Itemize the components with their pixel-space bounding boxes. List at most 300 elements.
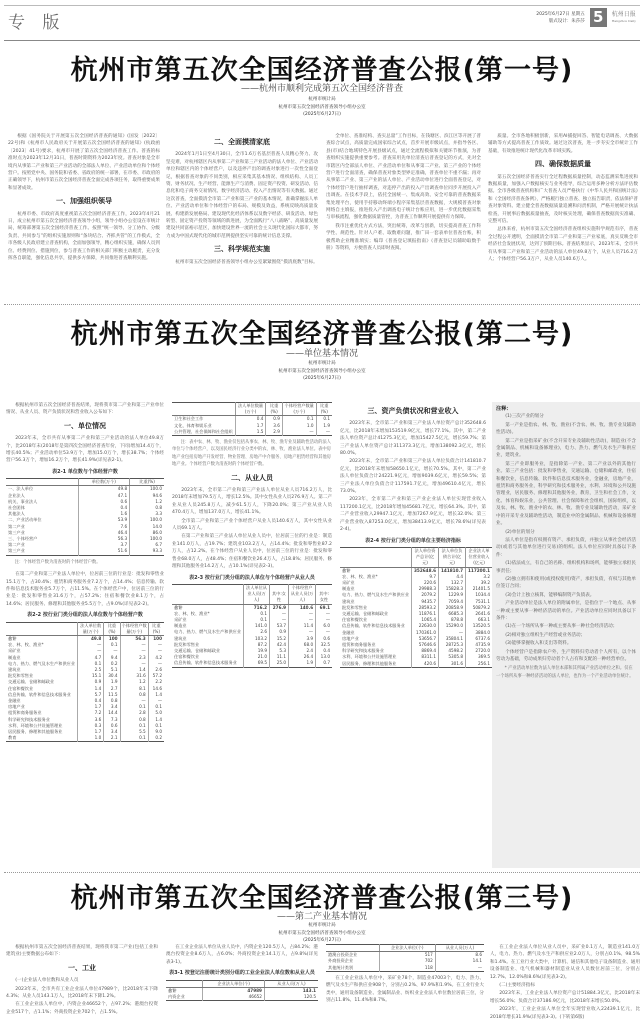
table-cell: 170361.0 — [412, 630, 439, 636]
table-cell: 2.9 — [266, 429, 282, 436]
table-cell: 8311.1 — [412, 654, 439, 660]
table-cell: 2079.2 — [412, 592, 439, 598]
table-cell: 141810.7 — [439, 567, 466, 574]
paragraph: 2023年末，工业企业法人单位资产总计51884.3亿元，比2018年末增长56.0%；负债合计37186.9亿元，比2018年末增长50.0%。 — [490, 991, 640, 1004]
paragraph: (3)会计上独立核算，能够编制资产负债表。 — [505, 592, 595, 598]
table-cell: 1.6 — [78, 511, 130, 517]
table-cell: 8.6 — [435, 952, 484, 959]
table-row — [6, 548, 164, 555]
table-cell: 0.2 — [104, 661, 120, 667]
table-cell: 3.6 — [78, 717, 104, 723]
table-cell: 1.0 — [282, 423, 316, 429]
table-cell: 35804.1 — [439, 636, 466, 642]
issue-date: 2025年6月27日 星期五 — [536, 11, 585, 17]
bulletin-1-subtitle: ——杭州市顺利完成第五次全国经济普查 — [240, 84, 403, 94]
table-cell: 0.6 — [104, 723, 120, 729]
table-cell: 3.4 — [104, 704, 120, 710]
table-cell: 交通运输、仓储和邮政业 — [174, 647, 221, 653]
table-cell: 11876.1 — [412, 611, 439, 617]
paragraph: 个体经营户是指除农户外，生产资料归劳动者个人所有，以个体劳动为基础，劳动成果归劳动者个人占有和支配的一种经营单位。 — [496, 649, 636, 662]
table-cell: 2.5 — [78, 667, 104, 673]
table-cell: 51.6 — [78, 548, 130, 555]
table-header-cell: 比重(%) — [316, 403, 332, 416]
paragraph: (3)能够掌握收入和支出等资料。 — [505, 641, 572, 647]
table-cell: 3.7 — [78, 542, 130, 548]
bulletin-3-subtitle: ——第二产业基本情况 — [276, 912, 367, 922]
table-cell: 15828.3 — [439, 586, 466, 592]
table-cell: 0.4 — [316, 648, 332, 654]
table-cell: 7.3 — [104, 717, 120, 723]
table-cell: 1.7 — [78, 729, 104, 735]
table-cell: 交通运输、仓储和邮政业 — [8, 679, 55, 685]
section-heading: 二、全面摸清家底 — [214, 138, 270, 146]
table-cell: 2641.6 — [466, 611, 493, 617]
table-cell: 采矿业 — [8, 648, 21, 654]
table-cell: 金融业 — [8, 697, 21, 703]
table-cell: 352648.6 — [412, 567, 439, 574]
top-rule — [4, 5, 640, 6]
table-cell: 49.8 — [78, 635, 104, 642]
table-cell: 0.1 — [104, 642, 120, 648]
table-cell: 公共管理、社会保障和社会组织 — [174, 428, 233, 434]
table-cell: 53.7 — [270, 623, 289, 629]
table-header-cell: 其中:女性 — [316, 584, 332, 604]
table-cell: 0.1 — [78, 661, 104, 667]
paragraph: 在工业企业法人单位中，内资企业46652个，占97.2%；港澳台投资企业517个，占1.1%；外商投资企业702个，占1.5%。 — [6, 1002, 158, 1015]
table-header-cell: 比重(%) — [130, 479, 164, 486]
paragraph: 2024年1月1日至4月30日，全市1.6万名基层普查人员精心努力、攻坚克难，对杭州辖区内从事第二产业和第三产业活动的法人单位、产业活动单位和辖区内的个体经营户，以及违停产出的调查对象进行一次性全面登记，根据普查对象的不同类别，相应采集其基本情况、组织结构、人员工资、财务状况、生产经营、能源生产与消费、固定资产投资、研发活动、信息化和电子商务交易情况、数字经济活动、投入产出情况等有关数据。通过这次普查，全面摸清全市第二产业和第三产业的基本情况，准确掌握法人单位、产业活动单位和个体经营户的布局、规模及效益，系统反映高质量发展、构建新发展格局、建设现代化经济体系以及数字经济、研发活动、绿色转型、固定资产投资等领域的新进展，为全面践行“八八战略”、高质量发展建设共同富裕示范区，加快建设世界一流的社会主义现代化国际大都市，努力成为中国式现代化的城市范例提供坚实可靠的统计信息支撑。 — [166, 152, 318, 239]
table-cell: 0.8 — [120, 692, 148, 698]
paragraph: 产业活动单位是法人单位的附属单位，是指位于一个地点、从事一种或主要从事一种经济活动的单位。产业活动单位应同时具备以下条件： — [496, 601, 636, 621]
table-caption: 表2-2 按行业门类分组的法人单位数与个体经营户数 — [27, 612, 143, 619]
table-cell: 26.4 — [289, 654, 316, 660]
table-cell: 0.1 — [120, 704, 148, 710]
table-header-cell — [172, 403, 235, 416]
table-cell: 2.4 — [289, 648, 316, 654]
table-cell: 32.5 — [316, 642, 332, 648]
table-cell: — — [316, 429, 332, 436]
bulletin-2-column-3 — [340, 402, 491, 868]
paragraph: 在工业企业法人单位中，采矿业78个，制造业47003个，电力、热力、燃气及水生产和供应业908个，分别占0.2%、97.9%和1.9%。在工业行业大类中，通用设备制造业、金属制品业、纺织业企业法人单位数位居前三位，分别占11.8%、11.4%和8.7%。 — [326, 975, 484, 1004]
paragraph: (2)单位的划分 — [505, 529, 535, 535]
table-cell: 房地产业 — [342, 635, 359, 641]
data-table-t31 — [166, 980, 318, 1002]
table-cell: 132.7 — [439, 580, 466, 586]
table-cell: 25.0 — [270, 660, 289, 667]
table-header-cell — [6, 622, 78, 635]
table-cell: 46.4 — [78, 530, 130, 536]
table-cell: 信息传输、软件和信息技术服务业 — [174, 660, 237, 666]
table-cell: 369.5 — [466, 654, 493, 660]
table-cell: 批发和零售业 — [342, 604, 368, 610]
table-header-cell: 个体经营户数量(万个) — [121, 622, 147, 634]
bulletin-1-authors: 杭州市统计局 杭州市第五次全国经济普查领导小组办公室 (2025年6月27日) — [278, 97, 366, 117]
table-cell: 建筑业 — [342, 598, 355, 604]
table-cell: 租赁和商务服务业 — [8, 710, 42, 716]
table-cell: 57.2 — [148, 673, 164, 679]
table-cell: 31.6 — [120, 673, 148, 679]
table-cell: 3.9 — [289, 636, 316, 642]
table-cell: 69.5 — [244, 660, 270, 667]
table-cell: 20858.9 — [439, 605, 466, 611]
separator — [4, 872, 640, 873]
table-cell: 1.4 — [148, 717, 164, 723]
bulletin-2-title: 杭州市第五次全国经济普查公报(第二号) — [70, 319, 574, 350]
table-cell: — — [78, 642, 104, 648]
table-row — [172, 416, 332, 423]
table-cell: 100.0 — [130, 536, 164, 542]
paragraph: (1)在一个场所从事一种或主要从事一种社会经济活动； — [505, 624, 618, 630]
table-cell: 农、林、牧、渔业* — [8, 642, 44, 648]
paragraph: 总体来看，杭州市第五次全国经济普查组织实施科学规范有序，普查全过程公开透明，全面摸清全市第二产业和第三产业家底，真实反映全市经济社会发展状况，达到了预期目标。普查结果显示，2023年末，全市共有从事第二产业和第三产业活动的法人单位49.8万个，从业人员716.2万人；个体经营户56.3万户，从业人员140.6万人。 — [488, 227, 638, 263]
table-cell: 4.4 — [439, 574, 466, 580]
table-caption: 表2-1 单位数与个体经营户数 — [52, 468, 118, 475]
table-cell: 3884.0 — [466, 630, 493, 636]
footnote: 注：表中农、林、牧、渔业仅包括从事农、林、牧、渔专业及辅助性活动的法人单位与个体经营户，以及国民经济行业分类中的农、林、牧、渔业法人单位。表中房地产业包括房地产开发经营、物业管理、房地产中介服务、房地产租赁经营和其他房地产业。个体经营户数为清查时的个体经营户数。 — [172, 440, 331, 468]
table-cell: 0.8 — [130, 505, 164, 511]
table-cell: 68.0 — [289, 642, 316, 648]
table-cell: 采矿业 — [174, 616, 187, 622]
table-cell: 9.7 — [412, 574, 439, 580]
table-cell: — — [439, 630, 466, 636]
table-cell: 制造业 — [8, 654, 21, 660]
table-header-cell: 个体经营户从业人员(万人) — [289, 584, 316, 604]
table-cell: 电力、热力、燃气及水生产和供应业 — [8, 660, 76, 666]
table-cell: 合计 — [342, 567, 351, 573]
table-header-cell: 其中:女性 — [270, 584, 289, 604]
table-cell: 第三产业 — [8, 548, 25, 554]
table-cell: 47989 — [203, 987, 265, 994]
bulletin-3-column-2 — [166, 944, 318, 1024]
table-cell: 2.6 — [148, 667, 164, 673]
table-cell: 水利、环境和公共设施管理业 — [342, 654, 397, 660]
section-label: 专 版 — [8, 13, 66, 33]
table-cell: — — [120, 642, 148, 648]
table-cell: 100.0 — [130, 517, 164, 523]
table-cell: 29988.3 — [412, 586, 439, 592]
paragraph: 法人单位是指有权拥有资产、承担负债，并独立从事社会经济活动(或者与其他单位进行交易)的组织。法人单位应同时具备以下条件： — [496, 537, 636, 558]
table-cell: 1.9 — [316, 423, 332, 429]
table-cell: 居民服务、修理和其他服务业 — [8, 728, 63, 734]
table-cell: 机关、事业法人 — [8, 498, 38, 504]
table-cell: 二、产业活动单位 — [8, 517, 42, 523]
table-cell: 信息传输、软件和信息技术服务业 — [342, 623, 405, 629]
table-cell: 1065.4 — [412, 617, 439, 623]
table-cell: 1034.4 — [466, 592, 493, 598]
table-cell: 5.0 — [148, 710, 164, 716]
paragraph: 杭州市委、市政府高度重视第五次全国经济普查工作，2023年4月21日，成立杭州市第五次全国经济普查领导小组，领导小组办公室设在市统计局，统筹部署第五次全国经济普查工作。按照“统一领导、分工协作、分级负责、共同参与”的组织实施原则和“条块结合、齐抓共管”的工作模式，全市各级人民政府建立普查机构，全面加强领导，精心组织实施，确保人员到位、经费到位、措施到位，参与普查工作的相关部门积极主动履责，充分发挥各自职能，强化信息共享，提供多方保障，共同推进普查顺利实施。 — [8, 211, 160, 262]
bulletin-3-column-4 — [490, 944, 640, 1024]
paragraph: 我市注重优化方式方法，突出统筹，改革与创新，切实提高普查工作科学性、规范性。针对人户难、取数难问题，推广田一套表单位普查台账，积极帮助企业精准填实；编印《普查登记填报指南》《普查登记员辅助取数手册》等资料，方便普查人员即时查阅。 — [326, 223, 481, 252]
table-cell: 8.1 — [120, 686, 148, 692]
table-cell: 50879.2 — [466, 605, 493, 611]
section-heading: 二、从业人员 — [231, 473, 273, 482]
paragraph: 2023年末，全市第二产业和第三产业法人单位从业人员716.2万人，比2018年末增加79.5万人，增长12.5%。其中女性从业人员276.9万人。第二产业从业人员245.8万人，减少61.5万人，下降20.0%；第三产业从业人员470.4万人，增加137.0万人，增长41.1%。 — [172, 488, 332, 516]
table-cell: 合计 — [174, 604, 183, 610]
table-cell: 其他统计类别 — [328, 964, 354, 970]
paragraph: 在工业企业法人单位从业人员中，内资企业120.5万人，占84.2%；港澳台投资企业8.6万人，占6.0%；外商投资企业14.1万人，占9.8%(详见表3-1)。 — [166, 945, 318, 965]
table-cell: 13.0 — [316, 654, 332, 660]
table-cell: 0.2 — [148, 735, 164, 742]
table-header-cell: 个体经营户数量(万个) — [282, 403, 316, 416]
table-cell: 28725.3 — [439, 642, 466, 648]
table-cell: 外商投资企业 — [328, 958, 354, 964]
table-cell: 4.7 — [78, 655, 104, 661]
table-header-cell — [6, 479, 78, 486]
table-cell: 制造业 — [174, 623, 187, 629]
table-cell: 57646.6 — [412, 642, 439, 648]
table-cell: 56.3 — [120, 635, 148, 642]
table-header-cell: 单位数(万个) — [78, 479, 130, 486]
table-cell: 47.1 — [78, 493, 130, 499]
table-cell: 663.1 — [466, 617, 493, 623]
table-cell: 5.1 — [104, 667, 120, 673]
table-cell: 2.8 — [120, 710, 148, 716]
data-table-t23 — [172, 584, 332, 668]
table-cell: 批发和零售业 — [8, 673, 34, 679]
bulletin-3-column-1 — [6, 944, 158, 1024]
table-cell: 建筑业 — [8, 666, 21, 672]
table-cell: 其他法人 — [8, 511, 25, 517]
table-cell: 0.1 — [120, 735, 148, 742]
table-cell: 5.7 — [78, 692, 104, 698]
table-header-cell: 法人单位从业人员(万人) — [244, 584, 270, 604]
table-cell: 141.0 — [244, 623, 270, 629]
table-row — [172, 429, 332, 436]
bulletin-3-authors: 杭州市统计局 杭州市第五次全国经济普查领导小组办公室 (2025年6月27日) — [278, 923, 366, 943]
table-cell: 118 — [379, 965, 435, 972]
data-table-t24 — [340, 547, 492, 668]
table-cell: 6.0 — [316, 623, 332, 629]
bulletin-1-title: 杭州市第五次全国经济普查公报(第一号) — [70, 55, 574, 86]
table-cell: — — [289, 617, 316, 623]
table-cell: 103.2 — [244, 636, 270, 642]
table-cell: — — [120, 661, 148, 667]
table-cell: — — [148, 661, 164, 667]
table-cell: 农、林、牧、渔业* — [342, 573, 378, 579]
table-cell: 1.2 — [120, 679, 148, 685]
paragraph: 全市第二产业和第三产业个体经营户从业人员140.6万人，其中女性从业人员69.1万人。 — [172, 518, 332, 532]
table-cell: 采矿业 — [342, 579, 355, 585]
table-cell: 交通运输、仓储和邮政业 — [342, 610, 389, 616]
table-cell: 87.2 — [244, 642, 270, 648]
paragraph: 2023年，全市第二产业和第三产业企业法人单位实现营业收入117200.1亿元，比2018年增加45681.7亿元，增长64.3%。其中，第二产业营业收入29947.1亿元，增加7267.9亿元，增长32.0%；第三产业营业收入87253.0亿元，增加38413.9亿元，增长78.6%(详见表2-4)。 — [340, 497, 486, 533]
table-cell: 一、法人单位 — [8, 486, 34, 492]
table-cell: 1.2 — [130, 499, 164, 505]
table-cell: 53656.7 — [412, 636, 439, 642]
designer-credit: 版式设计：朱莎莎 — [548, 18, 585, 24]
table-cell: 0.3 — [78, 723, 104, 729]
table-header-cell — [326, 945, 379, 952]
table-cell: 15.2 — [270, 636, 289, 642]
table-cell: 0.1 — [282, 416, 316, 423]
table-cell: 94.6 — [130, 493, 164, 499]
table-cell: 0.1 — [148, 723, 164, 729]
section-heading: 一、工业 — [68, 963, 96, 972]
table-cell: 0.9 — [270, 629, 289, 635]
table-cell: 信息传输、软件和信息技术服务业 — [8, 691, 71, 697]
table-header-cell: 比重(%) — [104, 622, 120, 635]
table-cell: 9.0 — [148, 729, 164, 735]
table-row — [340, 661, 492, 668]
table-cell: — — [316, 629, 332, 635]
data-table-t31b — [326, 944, 484, 972]
table-cell: 140.6 — [289, 604, 316, 611]
paragraph: 在工业企业法人单位从业人员中，采矿业0.1万人，制造业141.0万人，电力、热力、燃气及水生产和供应业2.0万人，分别占0.1%、98.5%和1.4%。在工业行业大类中，计算机、通信和其他电子设备制造业、通用设备制造业、电气机械和器材制造业从业人员数位居前三位，分别占12.7%、12.0%和8.6%(详见表3-2)。 — [490, 945, 640, 980]
table-cell: 0.1 — [120, 723, 148, 729]
table-cell: — — [289, 611, 316, 617]
table-cell: 卫生和社会工作 — [174, 416, 204, 422]
table-cell: 86.0 — [130, 530, 164, 536]
paragraph: 2023年末，全市共有从事第二产业和第三产业活动的法人单位49.8万个，比2018年末(2018年是第四次全国经济普查年份，下同)增加14.4万个，增长40.5%；产业活动单位53.9万个，增加15.0万个，增长38.7%；个体经营户56.3万个，增加16.2万个，增长41.9%(详见表2-1)。 — [6, 436, 164, 464]
paragraph: 第二产业是指采矿业(不含开采专业及辅助性活动)，制造业(不含金属制品、机械和设备修理业)，电力、热力、燃气及水生产和供应业，建筑业。 — [496, 438, 636, 459]
table-cell: 0.7 — [316, 660, 332, 667]
table-cell: 文化、体育和娱乐业 — [174, 422, 212, 428]
table-cell: 9.4 — [104, 655, 120, 661]
table-cell: 租赁和商务服务业 — [342, 641, 376, 647]
table-row — [340, 567, 492, 574]
table-cell: 建筑业 — [174, 635, 187, 641]
table-cell: — — [148, 642, 164, 648]
table-cell: 第二产业 — [8, 523, 25, 529]
table-cell: — — [282, 429, 316, 436]
table-cell: 22630.0 — [412, 623, 439, 629]
table-cell: 716.2 — [244, 604, 270, 611]
table-cell: 8869.4 — [412, 648, 439, 654]
table-row — [6, 486, 164, 493]
table-cell: 制造业 — [342, 586, 355, 592]
table-cell: 科学研究和技术服务业 — [8, 716, 50, 722]
table-cell: 7059.4 — [439, 599, 466, 605]
table-cell: 2.6 — [244, 629, 270, 635]
table-cell: 0.1 — [316, 416, 332, 423]
table-cell: 房地产业 — [8, 704, 25, 710]
table-cell: 电力、热力、燃气及水生产和供应业 — [342, 592, 410, 598]
table-row — [166, 987, 318, 994]
table-cell: 0.8 — [104, 698, 120, 704]
table-cell: 301.6 — [439, 661, 466, 668]
table-row — [326, 965, 484, 972]
table-cell: 1.9 — [289, 660, 316, 667]
table-header-cell — [340, 547, 412, 567]
table-cell: 企业法人 — [8, 492, 25, 498]
table-cell: 1229.9 — [439, 592, 466, 598]
table-cell: 7.2 — [78, 710, 104, 716]
table-cell: 3.6 — [266, 423, 282, 429]
table-cell: — — [316, 611, 332, 617]
table-cell: 3.3 — [130, 511, 164, 517]
table-cell: 住宿和餐饮业 — [8, 685, 34, 691]
table-cell: 5305.8 — [439, 654, 466, 660]
paragraph: 全单位、查准结构、查实总量”工作目标，在钱塘区、滨江区等开展了普查综合试点，高质量完成国家综合试点，首步开展市级试点，并指导各区、县(市)结合地域特色开展县级试点，通过全流程模拟和关键环节推演，为普查组织实施提供重要参考。普查采用先单位清查后普查登记的方式，先对全市辖区内全部法人单位、产业活动单位和从事第二产业、第三产业的个体经营户进行全面清查，确保普查对象类型界定准确，普查单位不重不漏；再对从事第二产业、第三产业的法人单位、产业活动单位进行全面普查登记，对个体经营户进行抽样调查，对违停产出的投入产出调查单位同步开展投入产出调查。在技术手段上，依托全国统一、集成高效、安全可靠的普查数据采集处理平台，使用手持移动终端小程序采集基层普查数据，大规模普查对象网络自主填报，推进投入产出调查电子统计台账应用，进一步优化数据采集与审核流程，强化数据质量管控，为普查工作顺利开展提供有力保障。 — [326, 134, 481, 221]
table-cell: 9435.7 — [412, 599, 439, 605]
table-header-cell: 比重(%) — [266, 403, 282, 416]
table-header-cell: 从业人员(万人) — [264, 980, 318, 987]
table-cell: 2.2 — [148, 679, 164, 685]
paragraph: 质量。全市各地积极创新，采用AI捕捉回答、智能电话调查、大数据辅助等方式提高普查工作质效。通过这次普查，进一步夯实全市统计工作基础，有效推进统计现代化改革市域实践。 — [488, 134, 638, 154]
table-cell: 4.2 — [148, 655, 164, 661]
table-cell: 1.4 — [120, 667, 148, 673]
table-cell: 1.0 — [78, 735, 104, 742]
table-row — [6, 735, 164, 742]
table-cell: — — [435, 965, 484, 972]
table-cell: 256.1 — [466, 661, 493, 668]
table-cell: 6737.6 — [466, 636, 493, 642]
table-header-cell — [172, 584, 244, 604]
data-table-t22a — [6, 622, 164, 743]
table-cell: 220.6 — [412, 580, 439, 586]
table-cell: 4735.9 — [466, 642, 493, 648]
table-cell: 水利、环境和公共设施管理业 — [8, 722, 63, 728]
table-cell: — — [78, 648, 104, 654]
table-cell: 53.9 — [78, 517, 130, 523]
paragraph: (1)三次产业的划分 — [505, 414, 544, 420]
table-cell: 14.0 — [130, 524, 164, 530]
paragraph: 2023年，工业企业法人单位全年实现营业收入22439.1亿元，比2018年增长31.9%(详见表3-3)。(下转第6版) — [490, 1007, 640, 1020]
table-cell: 117200.1 — [466, 567, 493, 574]
table-cell: 0.9 — [266, 416, 282, 423]
table-cell: 15290.0 — [439, 623, 466, 629]
table-cell: 居民服务、修理和其他服务业 — [342, 660, 397, 666]
table-cell: 1.5 — [235, 429, 266, 436]
section-heading: 三、科学规范实施 — [214, 245, 270, 254]
table-cell: 6685.3 — [439, 611, 466, 617]
table-cell: 合计 — [168, 987, 177, 993]
table-cell: 住宿和餐饮业 — [174, 654, 200, 660]
table-cell: 878.8 — [439, 617, 466, 623]
table-cell: 1.4 — [148, 692, 164, 698]
table-cell: 0.4 — [78, 505, 130, 511]
table-header-cell: 法人单位负债合计(亿元) — [439, 547, 466, 567]
table-cell: 46652 — [203, 994, 265, 1001]
paragraph: 杭州市第五次全国经济普查领导小组办公室紧紧围绕“摸清底数”目标。 — [175, 259, 318, 265]
table-row — [166, 994, 318, 1001]
table-cell: 4598.2 — [439, 648, 466, 654]
table-cell: 1.9 — [104, 679, 120, 685]
paragraph: 2023年末，全市第二产业和第三产业法人单位资产总计352648.6亿元，比2018年末增加153519.9亿元，增长77.1%。其中，第二产业法人单位资产总计41275.3亿元，增加15427.5亿元，增长59.7%；第三产业法人单位资产总计311373.3亿元，增加138092.3亿元，增长80.0%。 — [340, 421, 486, 457]
table-cell: 11.5 — [104, 692, 120, 698]
table-cell: 11.4 — [289, 623, 316, 629]
table-cell: 2.7 — [104, 686, 120, 692]
table-cell: 49.8 — [78, 486, 130, 493]
bulletin-1-column-1 — [8, 133, 160, 301]
table-cell: 1.7 — [78, 704, 104, 710]
table-cell: 农、林、牧、渔业* — [174, 610, 210, 616]
table-cell: 120.5 — [264, 994, 318, 1001]
table-cell: 2.1 — [104, 735, 120, 742]
paragraph: (2)相对独立组织生产经营或业务活动； — [505, 632, 586, 638]
table-cell: 第二产业 — [8, 542, 25, 548]
paragraph: 根据杭州市第五次全国经济普查结果，现将我市第二产业(包括工业和建筑业)主要数据公布如下： — [6, 945, 158, 958]
footnote: * 产业活动单位数为法人单位本部和其所属产业活动单位之和。仅在一个场所从事一种经济活动的法人单位，也作为一个产业活动单位统计。 — [496, 666, 634, 679]
page-number: 5 — [590, 8, 607, 27]
table-cell: 11.1 — [270, 654, 289, 660]
table-cell: 1.4 — [78, 686, 104, 692]
notes-heading: 注释： — [496, 406, 512, 412]
table-cell: 93.3 — [130, 548, 164, 555]
table-cell: 电力、热力、燃气及水生产和供应业 — [174, 629, 242, 635]
table-cell: 28593.2 — [412, 605, 439, 611]
table-cell: 39.2 — [466, 580, 493, 586]
table-cell: — — [316, 617, 332, 623]
table-cell: 517 — [379, 952, 435, 959]
table-header-cell: 企业法人单位营业收入(亿元) — [466, 547, 493, 567]
data-table-t21 — [6, 478, 164, 555]
table-cell: 13520.5 — [466, 623, 493, 629]
newspaper-logo: 杭州日报 Hangzhou Daily — [611, 10, 636, 23]
table-cell: 143.1 — [264, 987, 318, 994]
table-cell: 276.9 — [270, 604, 289, 611]
